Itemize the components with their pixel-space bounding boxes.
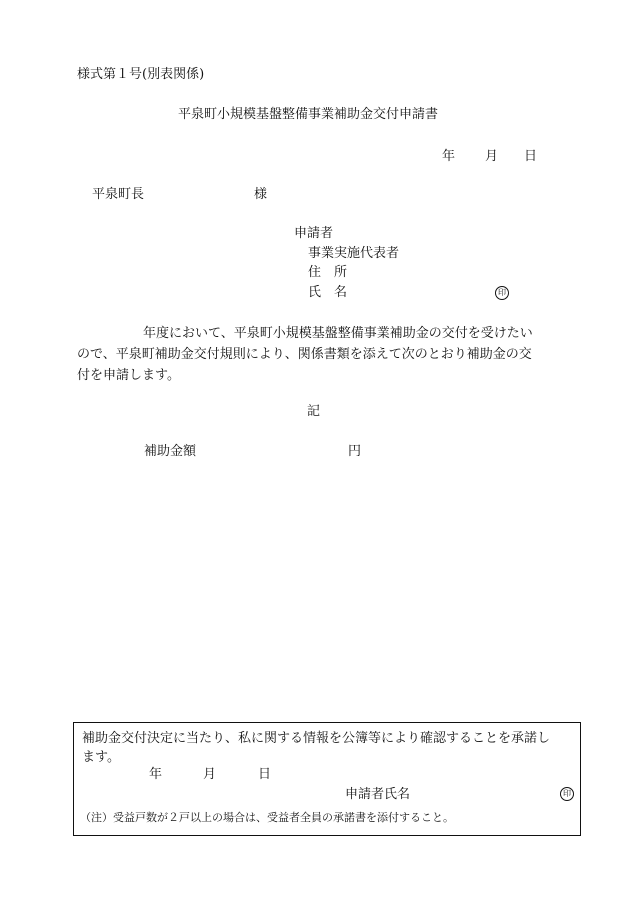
applicant-heading: 申請者	[294, 226, 334, 241]
date-month-label: 月	[485, 149, 499, 164]
date-day-label: 日	[524, 149, 538, 164]
consent-text-line-2: ます。	[82, 750, 120, 765]
representative-label: 事業実施代表者	[308, 246, 400, 261]
form-number: 様式第１号(別表関係)	[77, 67, 205, 82]
statement-line-3: 付を申請します。	[77, 368, 180, 383]
address-label: 住 所	[308, 265, 348, 280]
seal-icon: 印	[495, 286, 509, 300]
consent-text	[82, 729, 574, 767]
consent-seal-icon: 印	[560, 787, 574, 801]
date-year-label: 年	[442, 149, 456, 164]
consent-box	[73, 722, 581, 836]
consent-date-year: 年	[149, 767, 163, 782]
document-title: 平泉町小規模基盤整備事業補助金交付申請書	[178, 107, 439, 122]
consent-date-month: 月	[203, 767, 217, 782]
statement-line-1: 年度において、平泉町小規模基盤整備事業補助金の交付を受けたい	[143, 326, 533, 341]
consent-text-line-1: 補助金交付決定に当たり、私に関する情報を公簿等により確認することを承諾し	[82, 731, 551, 746]
subsidy-amount-label: 補助金額	[144, 444, 197, 459]
subsidy-amount-unit: 円	[348, 444, 362, 459]
statement-line-2: ので、平泉町補助金交付規則により、関係書類を添えて次のとおり補助金の交	[77, 347, 532, 362]
application-statement	[77, 323, 555, 386]
consent-note: （注）受益戸数が２戸以上の場合は、受益者全員の承諾書を添付すること。	[80, 811, 454, 824]
name-label: 氏 名	[308, 285, 348, 300]
addressee-honorific: 様	[254, 187, 268, 202]
record-label: 記	[307, 404, 321, 419]
consent-date-day: 日	[258, 767, 272, 782]
consent-applicant-name-label: 申請者氏名	[345, 787, 411, 802]
addressee-name: 平泉町長	[92, 187, 145, 202]
